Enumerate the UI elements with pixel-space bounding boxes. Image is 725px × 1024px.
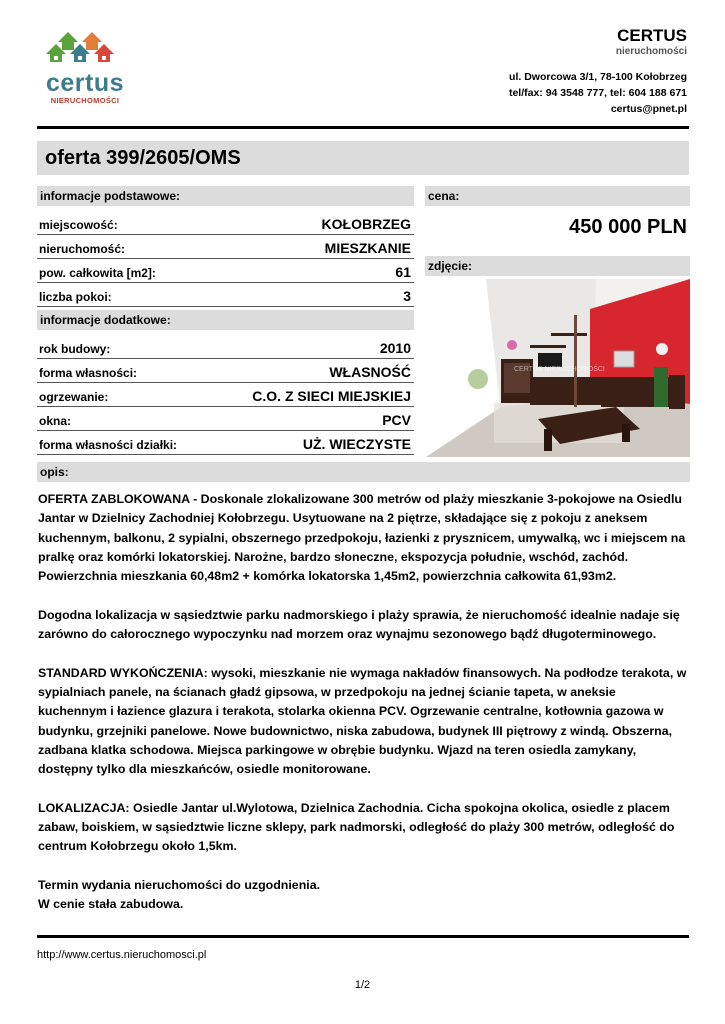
- info-row-build-year: [37, 335, 414, 359]
- company-phone: tel/fax: 94 3548 777, tel: 604 188 671: [508, 87, 687, 99]
- header-divider: [37, 126, 689, 129]
- description-body: [38, 490, 688, 934]
- company-name: CERTUS: [617, 26, 687, 45]
- info-row-windows: [37, 407, 414, 431]
- property-photo[interactable]: [426, 279, 690, 457]
- info-value: PCV: [382, 412, 411, 428]
- description-paragraph: Dogodna lokalizacja w sąsiedztwie parku nadmorskiego i plaży sprawia, że nieruchomość idealnie nadaje się zarówno do całorocznego wypoczynku nad morzem oraz wynajmu sezonowego bądź długoterminowego.: [38, 607, 680, 642]
- info-label: forma własności:: [39, 366, 138, 380]
- info-label: forma własności działki:: [39, 438, 178, 452]
- info-label: pow. całkowita [m2]:: [39, 266, 156, 280]
- logo-wordmark: certus: [45, 69, 125, 97]
- description-paragraph: STANDARD WYKOŃCZENIA: wysoki, mieszkanie nie wymaga nakładów finansowych. Na podłodze terakota, w sypialniach panele, na ścianach gładź gipsowa, w przedpokoju na jednej ścianie tapeta, w aneksie kuchennym i łazience glazura i terakota, stolarka okienna PCV. Ogrzewanie centralne, kotłownia gazowa w budynku, grzejniki panelowe. Nowe budownictwo, niska zabudowa, budynek III piętrowy z windą. Obszerna, zadbana klatka schodowa. Miejsca parkingowe w obrębie budynku. Wjazd na teren osiedla zamykany, dostępny tylko dla mieszkańców, osiedle monitorowane.: [38, 665, 687, 777]
- info-label: ogrzewanie:: [39, 390, 109, 404]
- info-value: KOŁOBRZEG: [321, 216, 411, 232]
- offer-title: oferta 399/2605/OMS: [37, 141, 689, 175]
- info-value: C.O. Z SIECI MIEJSKIEJ: [252, 388, 411, 404]
- info-label: miejscowość:: [39, 218, 118, 232]
- photo-watermark: CERTUS NIERUCHOMOŚCI: [514, 366, 605, 373]
- info-row-property: [37, 235, 414, 259]
- company-info: [509, 26, 687, 117]
- company-logo: [40, 26, 130, 108]
- info-row-heating: [37, 383, 414, 407]
- description-paragraph: OFERTA ZABLOKOWANA - Doskonale zlokalizowane 300 metrów od plaży mieszkanie 3-pokojowe na Osiedlu Jantar w Dzielnicy Zachodniej Kołobrzegu. Usytuowane na 2 piętrze, składające się z pokoju z aneksem kuchennym, balkonu, 2 sypialni, obszernego przedpokoju, łazienki z prysznicem, umywalką, wc i miejscem na pralkę oraz komórki lokatorskiej. Narożne, bardzo słoneczne, ekspozycja południe, wschód, zachód. Powierzchnia mieszkania 60,48m2 + komórka lokatorska 1,45m2, powierzchnia całkowita 61,93m2.: [38, 492, 686, 584]
- info-value: MIESZKANIE: [324, 240, 411, 256]
- price-header: cena:: [425, 186, 690, 206]
- footer-website-link[interactable]: http://www.certus.nieruchomosci.pl: [37, 949, 207, 961]
- living-room-image: [426, 279, 690, 457]
- info-value: 61: [395, 264, 411, 280]
- info-row-rooms: [37, 283, 414, 307]
- description-header: opis:: [37, 462, 690, 482]
- info-row-area: [37, 259, 414, 283]
- info-value: 2010: [379, 340, 411, 356]
- info-label: rok budowy:: [39, 342, 111, 356]
- company-email[interactable]: certus@pnet.pl: [610, 103, 687, 115]
- basic-info-header: informacje podstawowe:: [37, 186, 414, 206]
- page-number: 1/2: [354, 979, 371, 991]
- footer-divider: [37, 935, 689, 938]
- photo-header: zdjęcie:: [425, 256, 690, 276]
- info-label: nieruchomość:: [39, 242, 126, 256]
- info-label: liczba pokoi:: [39, 290, 112, 304]
- logo-subtitle: NIERUCHOMOŚCI: [50, 96, 120, 105]
- description-paragraph: LOKALIZACJA: Osiedle Jantar ul.Wylotowa, Dzielnica Zachodnia. Cicha spokojna okolica, osiedle z placem zabaw, boiskiem, w sąsiedztwie liczne sklepy, park nadmorski, odległość do plaży 300 metrów, odległość do centrum Kołobrzegu około 1,5km.: [38, 800, 675, 854]
- price-value: 450 000 PLN: [569, 216, 687, 238]
- info-value: WŁASNOŚĆ: [329, 364, 411, 380]
- description-paragraph: Termin wydania nieruchomości do uzgodnienia. W cenie stała zabudowa.: [38, 877, 321, 912]
- company-subtitle: nieruchomości: [615, 46, 687, 57]
- company-address: ul. Dworcowa 3/1, 78-100 Kołobrzeg: [509, 71, 687, 83]
- info-row-ownership: [37, 359, 414, 383]
- houses-logo-icon: [40, 26, 130, 72]
- info-label: okna:: [39, 414, 72, 428]
- info-row-city: [37, 211, 414, 235]
- info-row-land-ownership: [37, 431, 414, 455]
- info-value: UŻ. WIECZYSTE: [302, 436, 411, 452]
- info-value: 3: [403, 288, 411, 304]
- additional-info-header: informacje dodatkowe:: [37, 310, 414, 330]
